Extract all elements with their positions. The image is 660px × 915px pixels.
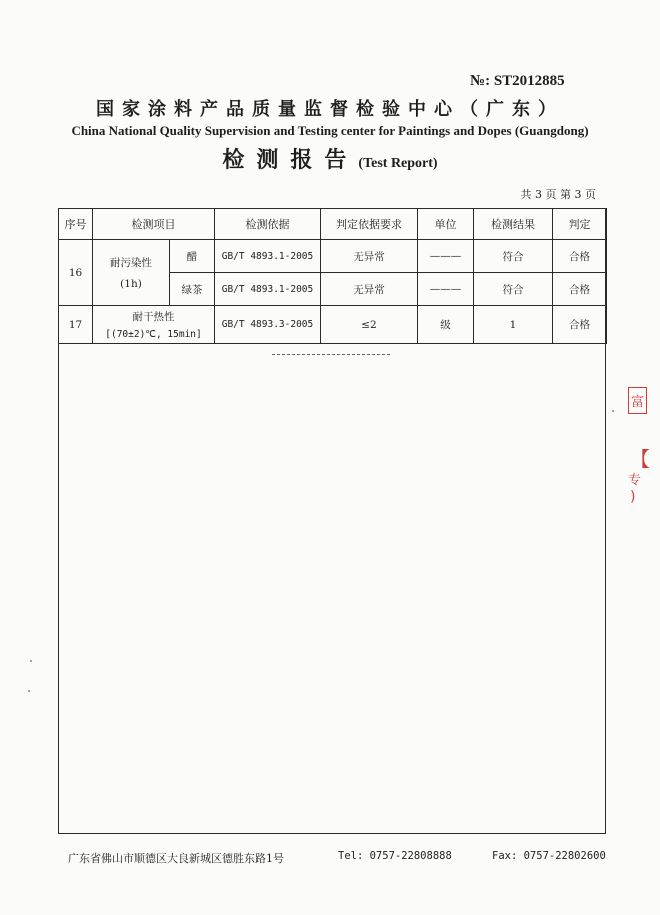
report-title-en: (Test Report) [358, 156, 438, 171]
stamp-char-2: 【 [630, 447, 650, 471]
stamp-char-3: 专 [628, 473, 642, 488]
table-header-row [59, 209, 607, 240]
row-17-item-name: 耐干热性 [132, 311, 175, 323]
row-16a-requirement: 无异常 [321, 240, 418, 273]
row-16-item-name: 耐污染性 [110, 257, 152, 269]
row-16a-judgement: 合格 [553, 240, 607, 273]
report-title [0, 143, 660, 174]
footer-address: 广东省佛山市顺德区大良新城区德胜东路1号 [68, 852, 284, 865]
row-17-judgement: 合格 [553, 306, 607, 344]
row-16a-unit: ——— [418, 240, 474, 273]
row-16b-requirement: 无异常 [321, 273, 418, 306]
org-name-en: China National Quality Supervision and Testing center for Paintings and Dopes (Guangdong) [71, 123, 589, 138]
table-end-marker [272, 354, 390, 355]
col-header-unit: 单位 [418, 209, 474, 240]
row-16a-subitem: 醋 [170, 240, 215, 273]
footer-fax: Fax: 0757-22802600 [492, 850, 606, 862]
row-17-basis: GB/T 4893.3-2005 [215, 306, 321, 344]
row-16b-judgement: 合格 [553, 273, 607, 306]
stamp-char-4: ) [630, 489, 636, 505]
row-16-item-sub: (1h) [120, 278, 142, 290]
row-17-item [93, 306, 215, 344]
row-17-unit: 级 [418, 306, 474, 344]
seal-stamp-fragment [624, 385, 654, 525]
footer-tel: Tel: 0757-22808888 [338, 850, 452, 862]
row-16-item [93, 240, 170, 306]
col-header-result: 检测结果 [474, 209, 553, 240]
row-16a-basis: GB/T 4893.1-2005 [215, 240, 321, 273]
table-row [59, 240, 607, 273]
stamp-char-1: 富 [628, 387, 647, 414]
row-16b-basis: GB/T 4893.1-2005 [215, 273, 321, 306]
col-header-no: 序号 [59, 209, 93, 240]
test-results-table [58, 208, 607, 344]
report-title-cn: 检测报告 [222, 147, 359, 173]
col-header-item: 检测项目 [93, 209, 215, 240]
org-name-cn: 国家涂料产品质量监督检验中心（广东） [96, 99, 564, 120]
row-17-no: 17 [59, 306, 93, 344]
table-row [59, 306, 607, 344]
row-17-requirement: ≤2 [321, 306, 418, 344]
page-count: 共 3 页 第 3 页 [520, 188, 596, 201]
row-16b-unit: ——— [418, 273, 474, 306]
row-16b-subitem: 绿茶 [170, 273, 215, 306]
report-number: №: ST2012885 [470, 73, 565, 89]
scan-speck [612, 410, 614, 412]
col-header-requirement: 判定依据要求 [321, 209, 418, 240]
row-16-no: 16 [59, 240, 93, 306]
row-17-item-sub: [(70±2)℃, 15min] [105, 329, 202, 340]
row-17-result: 1 [474, 306, 553, 344]
row-16a-result: 符合 [474, 240, 553, 273]
scan-speck [28, 690, 30, 692]
row-16b-result: 符合 [474, 273, 553, 306]
col-header-judgement: 判定 [553, 209, 607, 240]
col-header-basis: 检测依据 [215, 209, 321, 240]
scan-speck [30, 660, 32, 662]
